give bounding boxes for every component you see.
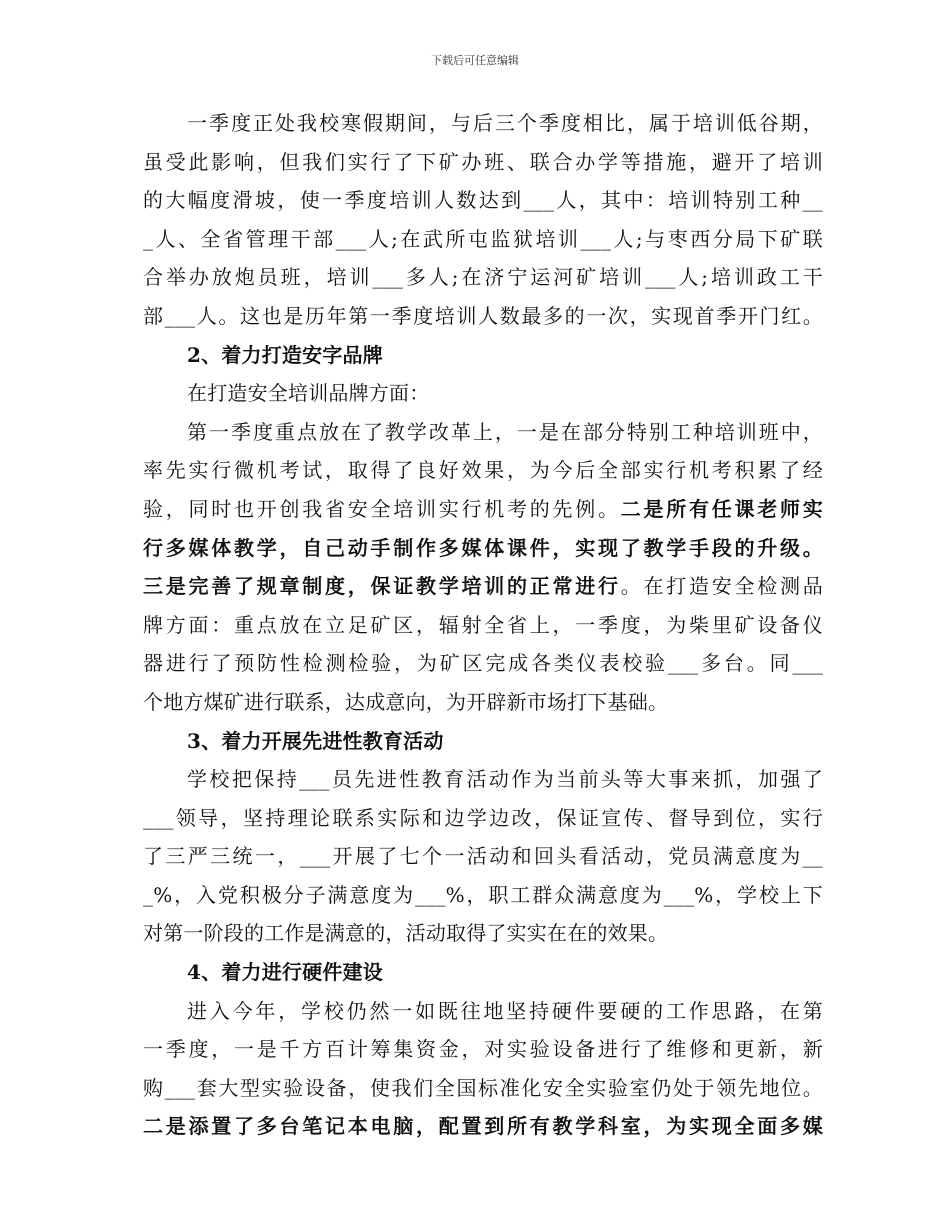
text-segment: 部___人。这也是历年第一季度培训人数最多的一次，实现首季开门红。 (143, 303, 823, 328)
text-line (143, 683, 823, 722)
text-segment: 进入今年，学校仍然一如既往地坚持硬件要硬的工作思路，在第 (187, 998, 823, 1023)
text-line (143, 529, 823, 568)
text-segment: 验，同时也开创我省安全培训实行机考的先例。 (143, 496, 621, 521)
text-line (143, 992, 823, 1031)
text-line (143, 490, 823, 529)
text-segment: 器进行了预防性检测检验，为矿区完成各类仪表校验___多台。同___ (143, 651, 823, 676)
text-line (143, 837, 823, 876)
text-segment: 合举办放炮员班，培训___多人;在济宁运河矿培训___人;培训政工干 (143, 265, 823, 290)
text-line (143, 104, 823, 143)
text-segment: _人、全省管理干部___人;在武所屯监狱培训___人;与枣西分局下矿联 (143, 226, 823, 251)
text-segment: 一季度，一是千方百计筹集资金，对实验设备进行了维修和更新，新 (143, 1037, 823, 1062)
bold-text: 3、着力开展先进性教育活动 (187, 728, 444, 753)
text-line (143, 181, 823, 220)
text-line (143, 336, 823, 375)
bold-text: 三是完善了规章制度，保证教学培训的正常进行 (143, 574, 621, 599)
text-line (143, 953, 823, 992)
text-line (143, 644, 823, 683)
text-line (143, 799, 823, 838)
text-segment: 个地方煤矿进行联系，达成意向，为开辟新市场打下基础。 (143, 689, 669, 714)
bold-text: 4、着力进行硬件建设 (187, 960, 383, 985)
bold-text: 二是所有任课老师实 (620, 496, 823, 521)
text-segment: 了三严三统一，___开展了七个一活动和回头看活动，党员满意度为__ (143, 844, 823, 869)
text-segment: 购___套大型实验设备，使我们全国标准化安全实验室仍处于领先地位。 (143, 1075, 823, 1100)
text-line (143, 451, 823, 490)
text-line (143, 1107, 823, 1146)
text-line (143, 297, 823, 336)
text-segment: 学校把保持___员先进性教育活动作为当前头等大事来抓，加强了 (187, 767, 823, 792)
text-line (143, 722, 823, 761)
text-segment: 对第一阶段的工作是满意的，活动取得了实实在在的效果。 (143, 921, 669, 946)
text-line (143, 567, 823, 606)
text-line (143, 413, 823, 452)
text-line (143, 374, 823, 413)
text-line (143, 606, 823, 645)
text-line (143, 1030, 823, 1069)
page-header: 下载后可任意编辑 (431, 54, 519, 67)
text-line (143, 760, 823, 799)
bold-text: 二是添置了多台笔记本电脑，配置到所有教学科室，为实现全面多媒 (143, 1114, 823, 1139)
text-segment: 牌方面：重点放在立足矿区，辐射全省上，一季度，为柴里矿设备仪 (143, 612, 823, 637)
text-segment: 的大幅度滑坡，使一季度培训人数达到___人，其中：培训特别工种__ (143, 188, 823, 213)
text-line (143, 1069, 823, 1108)
bold-text: 行多媒体教学，自己动手制作多媒体课件，实现了教学手段的升级。 (143, 535, 823, 560)
text-segment: 率先实行微机考试，取得了良好效果，为今后全部实行机考积累了经 (143, 458, 823, 483)
text-line (143, 258, 823, 297)
text-line (143, 143, 823, 182)
text-segment: 在打造安全培训品牌方面： (187, 381, 430, 406)
text-line (143, 876, 823, 915)
text-segment: 。在打造安全检测品 (620, 574, 823, 599)
document-body (143, 104, 823, 1146)
text-line (143, 914, 823, 953)
bold-text: 2、着力打造安字品牌 (187, 342, 383, 367)
text-segment: _%，入党积极分子满意度为___%，职工群众满意度为___%，学校上下 (143, 882, 823, 907)
text-segment: ___领导，坚持理论联系实际和边学边改，保证宣传、督导到位，实行 (143, 805, 823, 830)
text-segment: 一季度正处我校寒假期间，与后三个季度相比，属于培训低谷期， (187, 111, 823, 135)
text-line (143, 220, 823, 259)
text-segment: 虽受此影响，但我们实行了下矿办班、联合办学等措施，避开了培训 (143, 149, 823, 174)
text-segment: 第一季度重点放在了教学改革上，一是在部分特别工种培训班中， (187, 419, 823, 444)
